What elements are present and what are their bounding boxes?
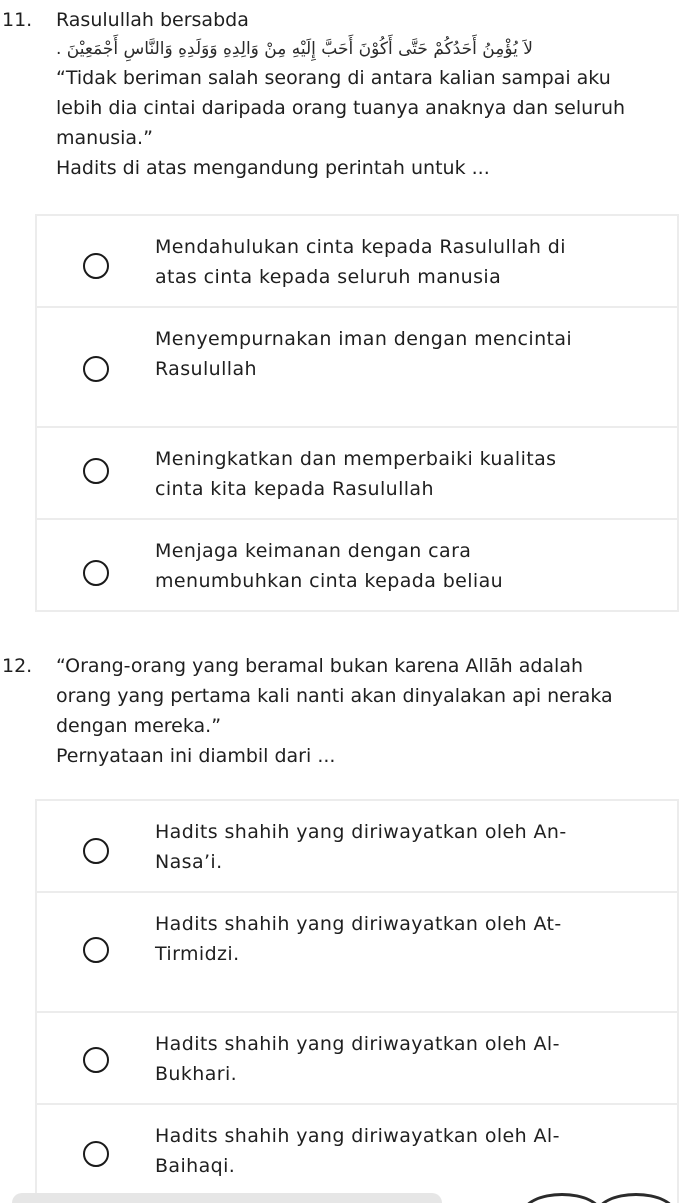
quote-line: “Tidak beriman salah seorang di antara kalian sampai aku [56, 67, 611, 89]
option-d[interactable] [35, 1103, 679, 1203]
radio-button[interactable] [83, 838, 109, 864]
progress-bar-track [12, 1193, 442, 1203]
option-label: Menyempurnakan iman dengan mencintai [155, 328, 573, 350]
option-label: Menjaga keimanan dengan cara [155, 540, 472, 562]
hadith-arabic-text: لاَ يُؤْمِنُ أَحَدُكُمْ حَتَّى أَكُوْنَ أَحَبَّ إِلَيْهِ مِنْ وَالِدِهِ وَوَلَدِهِ وَالنَّاسِ أَجْمَعِيْنَ . [56, 39, 533, 59]
bottom-navigation-bar [0, 1190, 695, 1203]
option-label: Baihaqi. [155, 1155, 236, 1177]
option-b[interactable] [35, 891, 679, 1013]
option-label: Hadits shahih yang diriwayatkan oleh An- [155, 821, 567, 843]
option-label: Bukhari. [155, 1063, 238, 1085]
radio-button[interactable] [83, 560, 109, 586]
radio-button[interactable] [83, 458, 109, 484]
nav-button-right-icon[interactable] [596, 1193, 676, 1203]
option-label: Nasa’i. [155, 851, 223, 873]
option-a[interactable] [35, 799, 679, 893]
option-d[interactable] [35, 518, 679, 612]
option-b[interactable] [35, 306, 679, 428]
question-number: 11. [2, 9, 33, 31]
option-label: Hadits shahih yang diriwayatkan oleh Al- [155, 1125, 560, 1147]
question-12 [0, 651, 695, 771]
option-a[interactable] [35, 214, 679, 308]
option-label: menumbuhkan cinta kepada beliau [155, 570, 504, 592]
option-label: Tirmidzi. [155, 943, 240, 965]
option-c[interactable] [35, 1011, 679, 1105]
quote-line: manusia.” [56, 127, 153, 149]
quote-line: lebih dia cintai daripada orang tuanya anaknya dan seluruh [56, 97, 626, 119]
option-label: Hadits shahih yang diriwayatkan oleh Al- [155, 1033, 560, 1055]
option-label: Meningkatkan dan memperbaiki kualitas [155, 448, 557, 470]
radio-button[interactable] [83, 1141, 109, 1167]
question-prompt: Pernyataan ini diambil dari ... [56, 745, 336, 767]
option-label: Hadits shahih yang diriwayatkan oleh At- [155, 913, 562, 935]
nav-buttons[interactable] [500, 1193, 680, 1203]
option-label: atas cinta kepada seluruh manusia [155, 266, 502, 288]
radio-button[interactable] [83, 253, 109, 279]
nav-button-left-icon[interactable] [522, 1193, 602, 1203]
radio-button[interactable] [83, 356, 109, 382]
question-prompt: Hadits di atas mengandung perintah untuk ... [56, 157, 490, 179]
radio-button[interactable] [83, 1047, 109, 1073]
question-11 [0, 5, 695, 183]
quote-line: dengan mereka.” [56, 715, 222, 737]
question-number: 12. [2, 655, 33, 677]
quote-line: orang yang pertama kali nanti akan dinyalakan api neraka [56, 685, 613, 707]
quote-line: “Orang-orang yang beramal bukan karena Allāh adalah [56, 655, 584, 677]
option-label: Rasulullah [155, 358, 257, 380]
question-intro: Rasulullah bersabda [56, 9, 249, 31]
option-c[interactable] [35, 426, 679, 520]
option-label: Mendahulukan cinta kepada Rasulullah di [155, 236, 566, 258]
radio-button[interactable] [83, 937, 109, 963]
option-label: cinta kita kepada Rasulullah [155, 478, 434, 500]
